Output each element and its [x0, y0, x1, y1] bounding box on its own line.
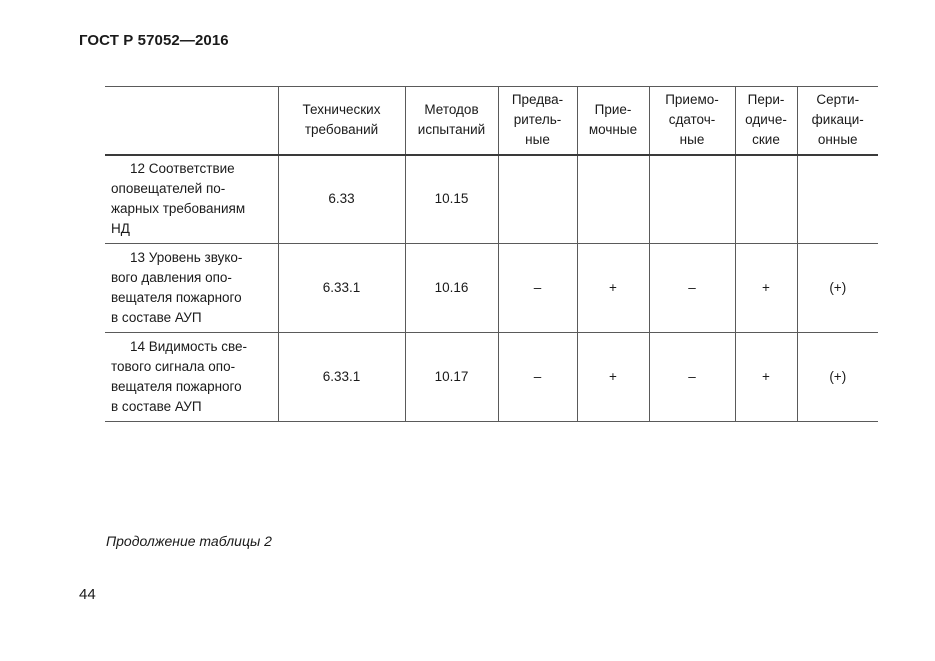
table-row	[105, 155, 878, 244]
document-header: ГОСТ Р 57052—2016	[79, 32, 229, 49]
table-caption: Продолжение таблицы 2	[106, 533, 272, 549]
row-description: 14 Видимость све- тового сигнала опо- вещателя пожарного в составе АУП	[105, 333, 278, 422]
cell-periodic: +	[735, 333, 797, 422]
cell-preliminary	[498, 155, 577, 244]
cell-handover: –	[649, 244, 735, 333]
cell-tech-requirements: 6.33.1	[278, 244, 405, 333]
cell-acceptance: +	[577, 244, 649, 333]
header-cell-acceptance: Прие- мочные	[577, 87, 649, 155]
cell-preliminary: –	[498, 333, 577, 422]
row-description: 12 Соответствие оповещателей по- жарных требованиям НД	[105, 155, 278, 244]
cell-test-methods: 10.17	[405, 333, 498, 422]
header-cell-tech-requirements: Технических требований	[278, 87, 405, 155]
cell-handover: –	[649, 333, 735, 422]
header-cell-test-methods: Методов испытаний	[405, 87, 498, 155]
cell-preliminary: –	[498, 244, 577, 333]
cell-certification: (+)	[797, 333, 878, 422]
page-number: 44	[79, 586, 96, 603]
cell-tech-requirements: 6.33	[278, 155, 405, 244]
cell-test-methods: 10.15	[405, 155, 498, 244]
cell-handover	[649, 155, 735, 244]
cell-certification	[797, 155, 878, 244]
cell-periodic: +	[735, 244, 797, 333]
row-description: 13 Уровень звуко- вого давления опо- вещателя пожарного в составе АУП	[105, 244, 278, 333]
table-row	[105, 333, 878, 422]
header-cell-handover: Приемо- сдаточ- ные	[649, 87, 735, 155]
requirements-table	[105, 86, 878, 422]
header-cell-periodic: Пери- одиче- ские	[735, 87, 797, 155]
header-cell-preliminary: Предва- ритель- ные	[498, 87, 577, 155]
table-row	[105, 244, 878, 333]
cell-acceptance	[577, 155, 649, 244]
cell-test-methods: 10.16	[405, 244, 498, 333]
cell-tech-requirements: 6.33.1	[278, 333, 405, 422]
table-header-row	[105, 87, 878, 155]
header-cell-empty	[105, 87, 278, 155]
header-cell-certification: Серти- фикаци- онные	[797, 87, 878, 155]
cell-periodic	[735, 155, 797, 244]
cell-acceptance: +	[577, 333, 649, 422]
cell-certification: (+)	[797, 244, 878, 333]
